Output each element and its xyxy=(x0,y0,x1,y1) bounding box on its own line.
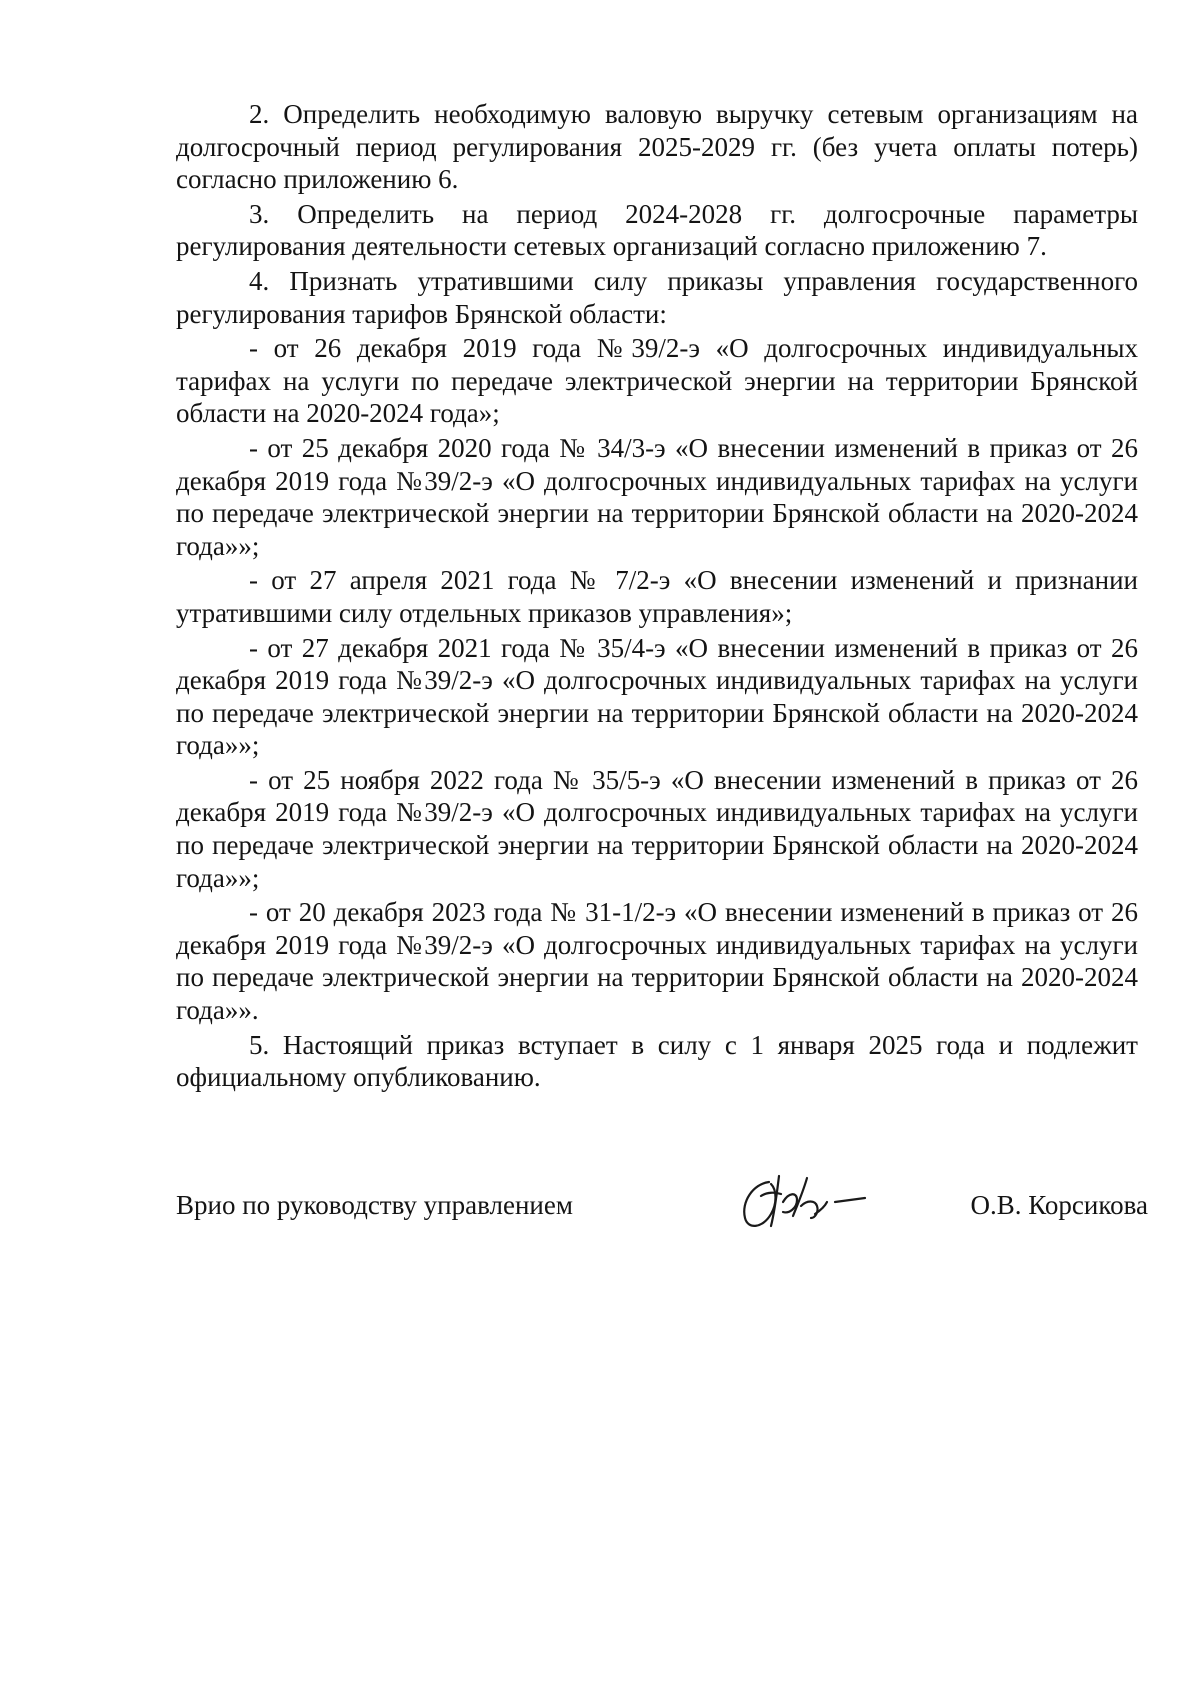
paragraph-item-5: 5. Настоящий приказ вступает в силу с 1 января 2025 года и подлежит официальному опубликованию. xyxy=(176,1029,1138,1093)
repealed-order-item: - от 20 декабря 2023 года № 31-1/2-э «О внесении изменений в приказ от 26 декабря 2019 года №39/2-э «О долгосрочных индивидуальных тарифах на услуги по передаче электрической энергии на территории Брянской области на 2020-2024 года»». xyxy=(176,897,1138,1026)
signatory-position: Врио по руководству управлением xyxy=(176,1190,573,1220)
signature-block xyxy=(176,1180,1148,1240)
paragraph-item-2: 2. Определить необходимую валовую выручку сетевым организациям на долгосрочный период регулирования 2025-2029 гг. (без учета оплаты потерь) согласно приложению 6. xyxy=(176,99,1138,195)
paragraph-item-4: 4. Признать утратившими силу приказы управления государственного регулирования тарифов Брянской области: xyxy=(176,265,1138,329)
signatory-name: О.В. Корсикова xyxy=(970,1190,1148,1220)
repealed-order-item: - от 25 декабря 2020 года № 34/3-э «О внесении изменений в приказ от 26 декабря 2019 года №39/2-э «О долгосрочных индивидуальных тарифах на услуги по передаче электрической энергии на территории Брянской области на 2020-2024 года»»; xyxy=(176,432,1138,561)
repealed-order-item: - от 27 декабря 2021 года № 35/4-э «О внесении изменений в приказ от 26 декабря 2019 года №39/2-э «О долгосрочных индивидуальных тарифах на услуги по передаче электрической энергии на территории Брянской области на 2020-2024 года»»; xyxy=(176,632,1138,761)
repealed-order-item: - от 27 апреля 2021 года № 7/2-э «О внесении изменений и признании утратившими силу отдельных приказов управления»; xyxy=(176,565,1138,628)
paragraph-item-3: 3. Определить на период 2024-2028 гг. долгосрочные параметры регулирования деятельности сетевых организаций согласно приложению 7. xyxy=(176,198,1138,262)
repealed-order-item: - от 25 ноября 2022 года № 35/5-э «О внесении изменений в приказ от 26 декабря 2019 года №39/2-э «О долгосрочных индивидуальных тарифах на услуги по передаче электрической энергии на территории Брянской области на 2020-2024 года»»; xyxy=(176,764,1138,893)
document-body xyxy=(176,98,1138,1096)
repealed-order-item: - от 26 декабря 2019 года №39/2-э «О долгосрочных индивидуальных тарифах на услуги по передаче электрической энергии на территории Брянской области на 2020-2024 года»; xyxy=(176,333,1138,429)
handwritten-signature-icon xyxy=(731,1162,891,1242)
